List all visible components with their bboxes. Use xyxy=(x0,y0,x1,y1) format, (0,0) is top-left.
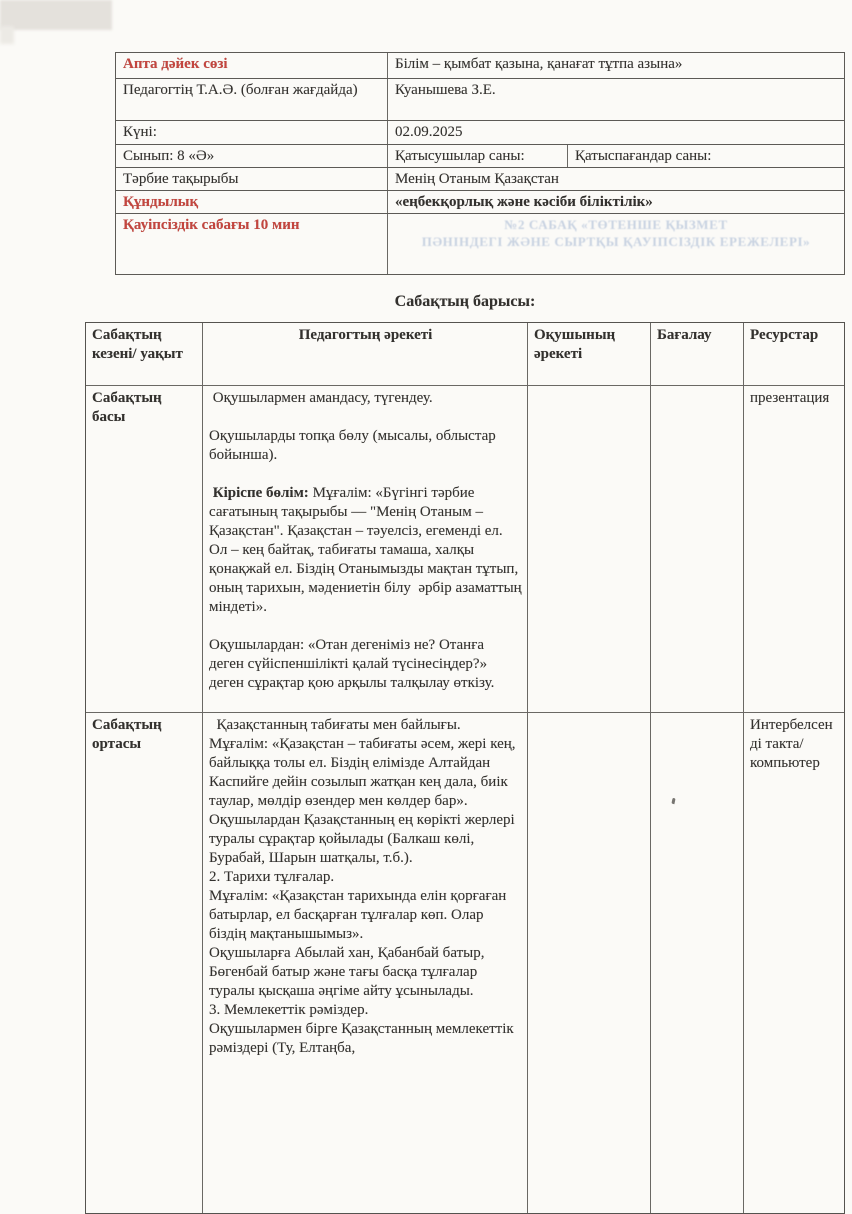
info-value-week-quote: Білім – қымбат қазына, қанағат тұтпа азына» xyxy=(395,56,683,72)
info-row-safety xyxy=(116,214,844,274)
cell-teacher-activity-start: Оқушылармен амандасу, түгендеу. Оқушыларды топқа бөлу (мысалы, облыстар бойынша). Кіріспе бөлім: Мұғалім: «Бүгінгі тәрбие сағатының тақырыбы — "Менің Отаным – Қазақстан". Қазақстан – тәуелсіз, егеменді ел. Ол – кең байтақ, табиғаты тамаша, халқы қонақжай ел. Біздің Отанымызды мақтан тұтып, оның тарихын, мәдениетін білу әрбір азаматтың міндеті». Оқушылардан: «Отан дегеніміз не? Отанға деген сүйіспеншілікті қалай түсінесіңдер?» деген сұрақтар қою арқылы талқылау өткізу. xyxy=(203,386,528,713)
header-cell-assessment: Бағалау xyxy=(651,323,744,386)
info-row-topic xyxy=(116,168,844,191)
cell-stage-middle: Сабақтың ортасы xyxy=(86,713,203,1213)
header-cell-teacher-activity: Педагогтың әрекеті xyxy=(203,323,528,386)
cell-resources-middle: Интербелсенді такта/ компьютер xyxy=(750,717,833,771)
info-label-week-quote: Апта дәйек сөзі xyxy=(116,53,388,78)
scan-edge-artifact xyxy=(0,26,14,44)
info-label-value: Құндылық xyxy=(116,191,388,213)
cell-teacher-activity-middle: Қазақстанның табиғаты мен байлығы. Мұғалім: «Қазақстан – табиғаты әсем, жері кең, байлыққа толы ел. Біздің елімізде Алтайдан Каспийге дейін созылып жатқан кең дала, биік таулар, мөлдір өзендер мен көлдер бар». Оқушылардан Қазақстанның ең көрікті жерлері туралы сұрақтар қойылады (Балкаш көлі, Бурабай, Шарын шатқалы, т.б.). 2. Тарихи тұлғалар. Мұғалім: «Қазақстан тарихында елін қорғаған батырлар, ел басқарған тұлғалар көп. Олар біздің мақтанышымыз». Оқушыларға Абылай хан, Қабанбай батыр, Бөгенбай батыр және тағы басқа тұлғалар туралы қысқаша әңгіме айту ұсынылады. 3. Мемлекеттік рәміздер. Оқушылармен бірге Қазақстанның мемлекеттік рәміздері (Ту, Елтаңба, xyxy=(203,713,528,1213)
info-value-attendees: Қатысушылар саны: xyxy=(388,145,568,167)
lesson-flow-table xyxy=(85,322,845,1214)
info-value-absentees: Қатыспағандар саны: xyxy=(575,148,712,164)
lesson-row-middle xyxy=(86,713,844,1213)
cell-student-activity-middle xyxy=(528,713,651,1213)
info-label-safety-lesson: Қауіпсіздік сабағы 10 мин xyxy=(116,214,388,274)
cell-assessment-middle xyxy=(651,713,744,1213)
info-label-teacher-name: Педагогтің Т.А.Ә. (болған жағдайда) xyxy=(116,79,388,120)
scan-edge-artifact xyxy=(0,0,112,30)
safety-watermark-line2: ПӘНІНДЕГІ ЖӘНЕ СЫРТҚЫ ҚАУІПСІЗДІК ЕРЕЖЕЛЕРІ» xyxy=(421,234,811,249)
cell-stage-start: Сабақтың басы xyxy=(86,386,203,713)
cell-assessment-start xyxy=(651,386,744,713)
info-label-topic: Тәрбие тақырыбы xyxy=(116,168,388,190)
info-row-date xyxy=(116,121,844,145)
cell-student-activity-start xyxy=(528,386,651,713)
header-cell-student-activity: Оқушының әрекеті xyxy=(528,323,651,386)
info-row-value xyxy=(116,191,844,214)
info-value-value: «еңбекқорлық және кәсіби біліктілік» xyxy=(395,194,653,210)
lesson-table-header-row xyxy=(86,323,844,386)
lesson-info-table xyxy=(115,52,845,275)
info-value-topic: Менің Отаным Қазақстан xyxy=(395,171,559,187)
header-cell-resources: Ресурстар xyxy=(744,323,844,386)
info-label-date: Күні: xyxy=(116,121,388,144)
info-value-teacher-name: Куанышева З.Е. xyxy=(395,82,496,98)
cell-resources-start: презентация xyxy=(744,386,844,713)
safety-watermark-line1: №2 САБАҚ «ТӨТЕНШЕ ҚЫЗМЕТ xyxy=(504,217,728,232)
info-label-class: Сынып: 8 «Ә» xyxy=(116,145,388,167)
lesson-flow-heading: Сабақтың барысы: xyxy=(394,293,536,310)
lesson-row-start xyxy=(86,386,844,713)
info-value-date: 02.09.2025 xyxy=(395,124,463,140)
info-row-quote xyxy=(116,53,844,79)
info-row-teacher xyxy=(116,79,844,121)
safety-topic-watermark xyxy=(388,214,844,274)
info-row-class xyxy=(116,145,844,168)
header-cell-stage: Сабақтың кезені/ уақыт xyxy=(86,323,203,386)
